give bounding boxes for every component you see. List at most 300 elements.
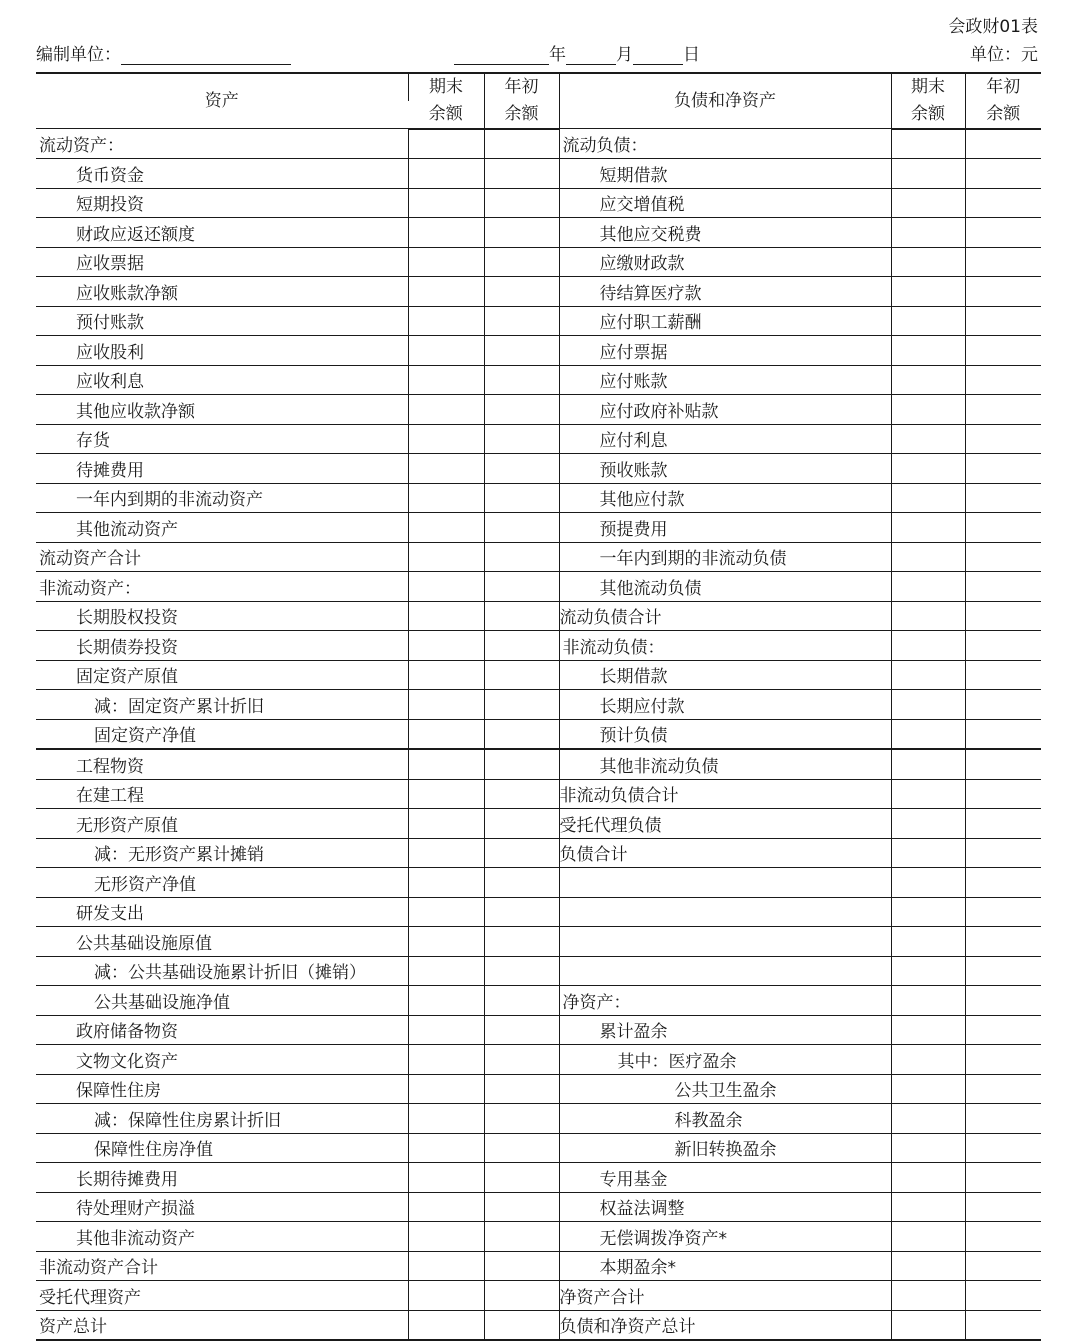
liability-begin-balance[interactable]: [965, 513, 1041, 543]
asset-begin-balance[interactable]: [484, 749, 559, 779]
liability-begin-balance[interactable]: [965, 336, 1041, 366]
table-row: [36, 897, 1041, 927]
liability-item: 应付账款: [559, 365, 891, 395]
asset-begin-balance[interactable]: [484, 809, 559, 839]
balance-sheet-table: [36, 72, 1041, 1341]
liability-item: 长期应付款: [559, 690, 891, 720]
asset-end-balance[interactable]: [408, 395, 484, 425]
asset-item: 其他非流动资产: [36, 1222, 408, 1252]
asset-item: 受托代理资产: [36, 1281, 408, 1311]
asset-end-balance[interactable]: [408, 927, 484, 957]
table-row: [36, 1045, 1041, 1075]
asset-item: 应收利息: [36, 365, 408, 395]
asset-end-balance[interactable]: [408, 986, 484, 1016]
asset-begin-balance[interactable]: [484, 1251, 559, 1281]
liability-end-balance[interactable]: [891, 188, 965, 218]
liability-begin-balance[interactable]: [965, 306, 1041, 336]
asset-end-balance[interactable]: [408, 749, 484, 779]
table-row: [36, 542, 1041, 572]
asset-end-balance[interactable]: [408, 1163, 484, 1193]
asset-item: 长期债券投资: [36, 631, 408, 661]
liability-end-balance[interactable]: [891, 868, 965, 898]
liability-item: 负债和净资产总计: [559, 1310, 891, 1340]
liability-end-balance[interactable]: [891, 247, 965, 277]
asset-begin-balance[interactable]: [484, 1163, 559, 1193]
year-field[interactable]: [454, 46, 549, 65]
table-row: [36, 306, 1041, 336]
liability-begin-balance[interactable]: [965, 660, 1041, 690]
asset-end-balance[interactable]: [408, 1133, 484, 1163]
liability-item: 应付利息: [559, 424, 891, 454]
preparing-unit-label: 编制单位：: [36, 45, 121, 65]
asset-item: 非流动资产合计: [36, 1251, 408, 1281]
day-field[interactable]: [633, 46, 683, 65]
liability-begin-balance[interactable]: [965, 868, 1041, 898]
liability-item: 累计盈余: [559, 1015, 891, 1045]
day-label: 日: [683, 45, 700, 65]
asset-item: 减：公共基础设施累计折旧（摊销）: [36, 956, 408, 986]
table-row: [36, 1222, 1041, 1252]
asset-end-balance[interactable]: [408, 1104, 484, 1134]
asset-end-balance[interactable]: [408, 1310, 484, 1340]
liability-end-balance[interactable]: [891, 424, 965, 454]
asset-begin-balance[interactable]: [484, 1015, 559, 1045]
table-row: [36, 1281, 1041, 1311]
asset-end-balance[interactable]: [408, 809, 484, 839]
liability-end-balance[interactable]: [891, 601, 965, 631]
assets-begin-balance-header-line2: 余额: [484, 101, 559, 129]
preparing-unit: [36, 40, 291, 65]
asset-begin-balance[interactable]: [484, 838, 559, 868]
asset-end-balance[interactable]: [408, 542, 484, 572]
asset-end-balance[interactable]: [408, 483, 484, 513]
asset-end-balance[interactable]: [408, 631, 484, 661]
asset-item: 待摊费用: [36, 454, 408, 484]
asset-begin-balance[interactable]: [484, 395, 559, 425]
asset-begin-balance[interactable]: [484, 927, 559, 957]
asset-begin-balance[interactable]: [484, 365, 559, 395]
asset-item: 资产总计: [36, 1310, 408, 1340]
liability-begin-balance[interactable]: [965, 572, 1041, 602]
liability-end-balance[interactable]: [891, 1281, 965, 1311]
table-row: [36, 513, 1041, 543]
liability-end-balance[interactable]: [891, 719, 965, 749]
liability-end-balance[interactable]: [891, 1222, 965, 1252]
asset-item: 公共基础设施净值: [36, 986, 408, 1016]
liability-end-balance[interactable]: [891, 336, 965, 366]
liability-begin-balance[interactable]: [965, 218, 1041, 248]
liability-begin-balance[interactable]: [965, 277, 1041, 307]
asset-begin-balance[interactable]: [484, 1281, 559, 1311]
liability-begin-balance[interactable]: [965, 1192, 1041, 1222]
header-meta: [36, 40, 1038, 68]
month-label: 月: [616, 45, 633, 65]
table-row: [36, 956, 1041, 986]
assets-end-balance-header-line2: 余额: [408, 101, 484, 129]
liability-item: 非流动负债：: [559, 631, 891, 661]
liability-end-balance[interactable]: [891, 631, 965, 661]
asset-end-balance[interactable]: [408, 336, 484, 366]
asset-end-balance[interactable]: [408, 601, 484, 631]
form-code: 会政财01表: [948, 17, 1038, 37]
asset-begin-balance[interactable]: [484, 483, 559, 513]
liability-begin-balance[interactable]: [965, 809, 1041, 839]
currency-unit: 单位：元: [970, 45, 1038, 65]
liability-begin-balance[interactable]: [965, 956, 1041, 986]
liability-item: 预提费用: [559, 513, 891, 543]
asset-item: 非流动资产：: [36, 572, 408, 602]
asset-begin-balance[interactable]: [484, 129, 559, 159]
liability-begin-balance[interactable]: [965, 247, 1041, 277]
liability-end-balance[interactable]: [891, 927, 965, 957]
liability-begin-balance[interactable]: [965, 1281, 1041, 1311]
asset-begin-balance[interactable]: [484, 454, 559, 484]
asset-item: 无形资产原值: [36, 809, 408, 839]
liability-item: [559, 956, 891, 986]
liability-item: 其他应付款: [559, 483, 891, 513]
liability-item: 其中：医疗盈余: [559, 1045, 891, 1075]
asset-begin-balance[interactable]: [484, 719, 559, 749]
asset-begin-balance[interactable]: [484, 660, 559, 690]
liab-end-balance-header-line2: 余额: [891, 101, 965, 129]
liability-begin-balance[interactable]: [965, 690, 1041, 720]
table-row: [36, 631, 1041, 661]
asset-item: 应收票据: [36, 247, 408, 277]
asset-begin-balance[interactable]: [484, 868, 559, 898]
asset-end-balance[interactable]: [408, 424, 484, 454]
asset-end-balance[interactable]: [408, 779, 484, 809]
asset-end-balance[interactable]: [408, 454, 484, 484]
table-row: [36, 129, 1041, 159]
liability-item: 流动负债：: [559, 129, 891, 159]
liabilities-header: 负债和净资产: [559, 73, 891, 129]
liability-begin-balance[interactable]: [965, 159, 1041, 189]
asset-item: 减：保障性住房累计折旧: [36, 1104, 408, 1134]
liability-begin-balance[interactable]: [965, 897, 1041, 927]
liability-item: 应付票据: [559, 336, 891, 366]
liability-item: 短期借款: [559, 159, 891, 189]
asset-item: 短期投资: [36, 188, 408, 218]
liability-item: 预计负债: [559, 719, 891, 749]
table-row: [36, 1192, 1041, 1222]
table-row: [36, 660, 1041, 690]
table-row: [36, 336, 1041, 366]
liability-begin-balance[interactable]: [965, 1045, 1041, 1075]
asset-begin-balance[interactable]: [484, 986, 559, 1016]
liability-begin-balance[interactable]: [965, 454, 1041, 484]
asset-begin-balance[interactable]: [484, 1045, 559, 1075]
asset-begin-balance[interactable]: [484, 1192, 559, 1222]
liability-item: 负债合计: [559, 838, 891, 868]
liability-item: 应付职工薪酬: [559, 306, 891, 336]
table-row: [36, 719, 1041, 749]
asset-begin-balance[interactable]: [484, 601, 559, 631]
asset-begin-balance[interactable]: [484, 247, 559, 277]
liability-end-balance[interactable]: [891, 542, 965, 572]
liability-begin-balance[interactable]: [965, 1310, 1041, 1340]
table-row: [36, 601, 1041, 631]
asset-end-balance[interactable]: [408, 956, 484, 986]
liab-end-balance-header-line1: 期末: [891, 73, 965, 101]
asset-item: 应收股利: [36, 336, 408, 366]
table-row: [36, 1163, 1041, 1193]
asset-begin-balance[interactable]: [484, 779, 559, 809]
asset-item: 应收账款净额: [36, 277, 408, 307]
asset-begin-balance[interactable]: [484, 424, 559, 454]
liability-item: 权益法调整: [559, 1192, 891, 1222]
asset-item: 政府储备物资: [36, 1015, 408, 1045]
table-row: [36, 483, 1041, 513]
liability-item: 公共卫生盈余: [559, 1074, 891, 1104]
asset-begin-balance[interactable]: [484, 1104, 559, 1134]
liability-item: 其他应交税费: [559, 218, 891, 248]
asset-end-balance[interactable]: [408, 188, 484, 218]
asset-item: 保障性住房净值: [36, 1133, 408, 1163]
table-row: [36, 188, 1041, 218]
liability-begin-balance[interactable]: [965, 986, 1041, 1016]
liability-end-balance[interactable]: [891, 1163, 965, 1193]
table-row: [36, 247, 1041, 277]
asset-begin-balance[interactable]: [484, 956, 559, 986]
liability-begin-balance[interactable]: [965, 365, 1041, 395]
liability-item: 新旧转换盈余: [559, 1133, 891, 1163]
liability-begin-balance[interactable]: [965, 1163, 1041, 1193]
table-row: [36, 277, 1041, 307]
table-row: [36, 779, 1041, 809]
liability-item: 净资产合计: [559, 1281, 891, 1311]
asset-begin-balance[interactable]: [484, 159, 559, 189]
liability-item: 预收账款: [559, 454, 891, 484]
liability-end-balance[interactable]: [891, 159, 965, 189]
liability-begin-balance[interactable]: [965, 927, 1041, 957]
asset-begin-balance[interactable]: [484, 188, 559, 218]
liability-item: 一年内到期的非流动负债: [559, 542, 891, 572]
liability-begin-balance[interactable]: [965, 749, 1041, 779]
liability-begin-balance[interactable]: [965, 601, 1041, 631]
asset-end-balance[interactable]: [408, 868, 484, 898]
asset-end-balance[interactable]: [408, 1192, 484, 1222]
liability-begin-balance[interactable]: [965, 188, 1041, 218]
liability-begin-balance[interactable]: [965, 1251, 1041, 1281]
table-row: [36, 1251, 1041, 1281]
year-label: 年: [549, 45, 566, 65]
liability-item: 长期借款: [559, 660, 891, 690]
report-date: [454, 40, 700, 65]
liability-begin-balance[interactable]: [965, 483, 1041, 513]
liability-begin-balance[interactable]: [965, 1074, 1041, 1104]
liability-item: 流动负债合计: [559, 601, 891, 631]
asset-item: 存货: [36, 424, 408, 454]
asset-item: 其他流动资产: [36, 513, 408, 543]
table-row: [36, 838, 1041, 868]
liability-end-balance[interactable]: [891, 1251, 965, 1281]
liability-end-balance[interactable]: [891, 454, 965, 484]
asset-end-balance[interactable]: [408, 1074, 484, 1104]
liability-begin-balance[interactable]: [965, 395, 1041, 425]
assets-end-balance-header-line1: 期末: [408, 73, 484, 101]
liability-end-balance[interactable]: [891, 483, 965, 513]
asset-item: 长期待摊费用: [36, 1163, 408, 1193]
asset-begin-balance[interactable]: [484, 513, 559, 543]
asset-item: 流动资产：: [36, 129, 408, 159]
asset-end-balance[interactable]: [408, 365, 484, 395]
liability-begin-balance[interactable]: [965, 779, 1041, 809]
liability-item: 非流动负债合计: [559, 779, 891, 809]
liability-item: [559, 868, 891, 898]
liability-end-balance[interactable]: [891, 1074, 965, 1104]
asset-item: 待处理财产损溢: [36, 1192, 408, 1222]
asset-item: 研发支出: [36, 897, 408, 927]
asset-begin-balance[interactable]: [484, 218, 559, 248]
asset-begin-balance[interactable]: [484, 306, 559, 336]
assets-begin-balance-header-line1: 年初: [484, 73, 559, 101]
liab-begin-balance-header-line1: 年初: [965, 73, 1041, 101]
liability-end-balance[interactable]: [891, 277, 965, 307]
liability-item: 应付政府补贴款: [559, 395, 891, 425]
table-row: [36, 1074, 1041, 1104]
liability-begin-balance[interactable]: [965, 542, 1041, 572]
liability-item: [559, 897, 891, 927]
liability-item: 受托代理负债: [559, 809, 891, 839]
asset-end-balance[interactable]: [408, 306, 484, 336]
liability-item: 其他流动负债: [559, 572, 891, 602]
asset-begin-balance[interactable]: [484, 690, 559, 720]
table-row: [36, 1310, 1041, 1340]
asset-end-balance[interactable]: [408, 159, 484, 189]
liability-item: 净资产：: [559, 986, 891, 1016]
liability-item: 本期盈余*: [559, 1251, 891, 1281]
liability-begin-balance[interactable]: [965, 631, 1041, 661]
asset-begin-balance[interactable]: [484, 1310, 559, 1340]
liability-end-balance[interactable]: [891, 513, 965, 543]
asset-end-balance[interactable]: [408, 690, 484, 720]
asset-end-balance[interactable]: [408, 1281, 484, 1311]
asset-begin-balance[interactable]: [484, 1222, 559, 1252]
liability-end-balance[interactable]: [891, 809, 965, 839]
liability-end-balance[interactable]: [891, 1192, 965, 1222]
liability-end-balance[interactable]: [891, 986, 965, 1016]
liability-end-balance[interactable]: [891, 395, 965, 425]
asset-end-balance[interactable]: [408, 660, 484, 690]
liability-end-balance[interactable]: [891, 749, 965, 779]
asset-end-balance[interactable]: [408, 1045, 484, 1075]
asset-begin-balance[interactable]: [484, 1133, 559, 1163]
liability-end-balance[interactable]: [891, 218, 965, 248]
asset-end-balance[interactable]: [408, 513, 484, 543]
table-header-row: [36, 73, 1041, 101]
liability-end-balance[interactable]: [891, 572, 965, 602]
asset-end-balance[interactable]: [408, 572, 484, 602]
liability-end-balance[interactable]: [891, 660, 965, 690]
asset-begin-balance[interactable]: [484, 1074, 559, 1104]
table-row: [36, 424, 1041, 454]
liability-item: 无偿调拨净资产*: [559, 1222, 891, 1252]
asset-begin-balance[interactable]: [484, 336, 559, 366]
table-row: [36, 365, 1041, 395]
asset-end-balance[interactable]: [408, 1015, 484, 1045]
table-row: [36, 159, 1041, 189]
liability-end-balance[interactable]: [891, 1310, 965, 1340]
liability-begin-balance[interactable]: [965, 838, 1041, 868]
asset-item: 文物文化资产: [36, 1045, 408, 1075]
liability-begin-balance[interactable]: [965, 1104, 1041, 1134]
asset-item: 固定资产原值: [36, 660, 408, 690]
asset-item: 财政应返还额度: [36, 218, 408, 248]
asset-item: 减：固定资产累计折旧: [36, 690, 408, 720]
liability-end-balance[interactable]: [891, 306, 965, 336]
liability-begin-balance[interactable]: [965, 1015, 1041, 1045]
liability-end-balance[interactable]: [891, 838, 965, 868]
liability-end-balance[interactable]: [891, 897, 965, 927]
asset-end-balance[interactable]: [408, 1222, 484, 1252]
asset-end-balance[interactable]: [408, 719, 484, 749]
asset-end-balance[interactable]: [408, 247, 484, 277]
asset-end-balance[interactable]: [408, 129, 484, 159]
table-row: [36, 868, 1041, 898]
table-row: [36, 749, 1041, 779]
table-row: [36, 572, 1041, 602]
asset-begin-balance[interactable]: [484, 897, 559, 927]
asset-item: 保障性住房: [36, 1074, 408, 1104]
asset-end-balance[interactable]: [408, 897, 484, 927]
table-row: [36, 690, 1041, 720]
liability-end-balance[interactable]: [891, 1015, 965, 1045]
asset-item: 其他应收款净额: [36, 395, 408, 425]
asset-end-balance[interactable]: [408, 277, 484, 307]
asset-begin-balance[interactable]: [484, 277, 559, 307]
table-row: [36, 454, 1041, 484]
table-row: [36, 1104, 1041, 1134]
asset-end-balance[interactable]: [408, 218, 484, 248]
liability-end-balance[interactable]: [891, 690, 965, 720]
table-row: [36, 809, 1041, 839]
liability-end-balance[interactable]: [891, 1133, 965, 1163]
asset-item: 预付账款: [36, 306, 408, 336]
liability-end-balance[interactable]: [891, 365, 965, 395]
liability-item: 科教盈余: [559, 1104, 891, 1134]
asset-item: 长期股权投资: [36, 601, 408, 631]
asset-begin-balance[interactable]: [484, 572, 559, 602]
preparing-unit-field[interactable]: [121, 46, 291, 65]
asset-begin-balance[interactable]: [484, 542, 559, 572]
liability-end-balance[interactable]: [891, 1045, 965, 1075]
liability-begin-balance[interactable]: [965, 719, 1041, 749]
liability-end-balance[interactable]: [891, 129, 965, 159]
asset-item: 工程物资: [36, 749, 408, 779]
liability-item: 其他非流动负债: [559, 749, 891, 779]
liability-begin-balance[interactable]: [965, 1222, 1041, 1252]
liability-begin-balance[interactable]: [965, 1133, 1041, 1163]
asset-begin-balance[interactable]: [484, 631, 559, 661]
table-row: [36, 218, 1041, 248]
asset-end-balance[interactable]: [408, 1251, 484, 1281]
liability-begin-balance[interactable]: [965, 129, 1041, 159]
asset-item: 一年内到期的非流动资产: [36, 483, 408, 513]
liability-begin-balance[interactable]: [965, 424, 1041, 454]
asset-end-balance[interactable]: [408, 838, 484, 868]
liability-end-balance[interactable]: [891, 779, 965, 809]
asset-item: 固定资产净值: [36, 719, 408, 749]
asset-item: 在建工程: [36, 779, 408, 809]
table-row: [36, 395, 1041, 425]
month-field[interactable]: [566, 46, 616, 65]
liability-end-balance[interactable]: [891, 1104, 965, 1134]
liability-item: 应缴财政款: [559, 247, 891, 277]
asset-item: 流动资产合计: [36, 542, 408, 572]
liability-end-balance[interactable]: [891, 956, 965, 986]
liability-item: 专用基金: [559, 1163, 891, 1193]
asset-item: 货币资金: [36, 159, 408, 189]
